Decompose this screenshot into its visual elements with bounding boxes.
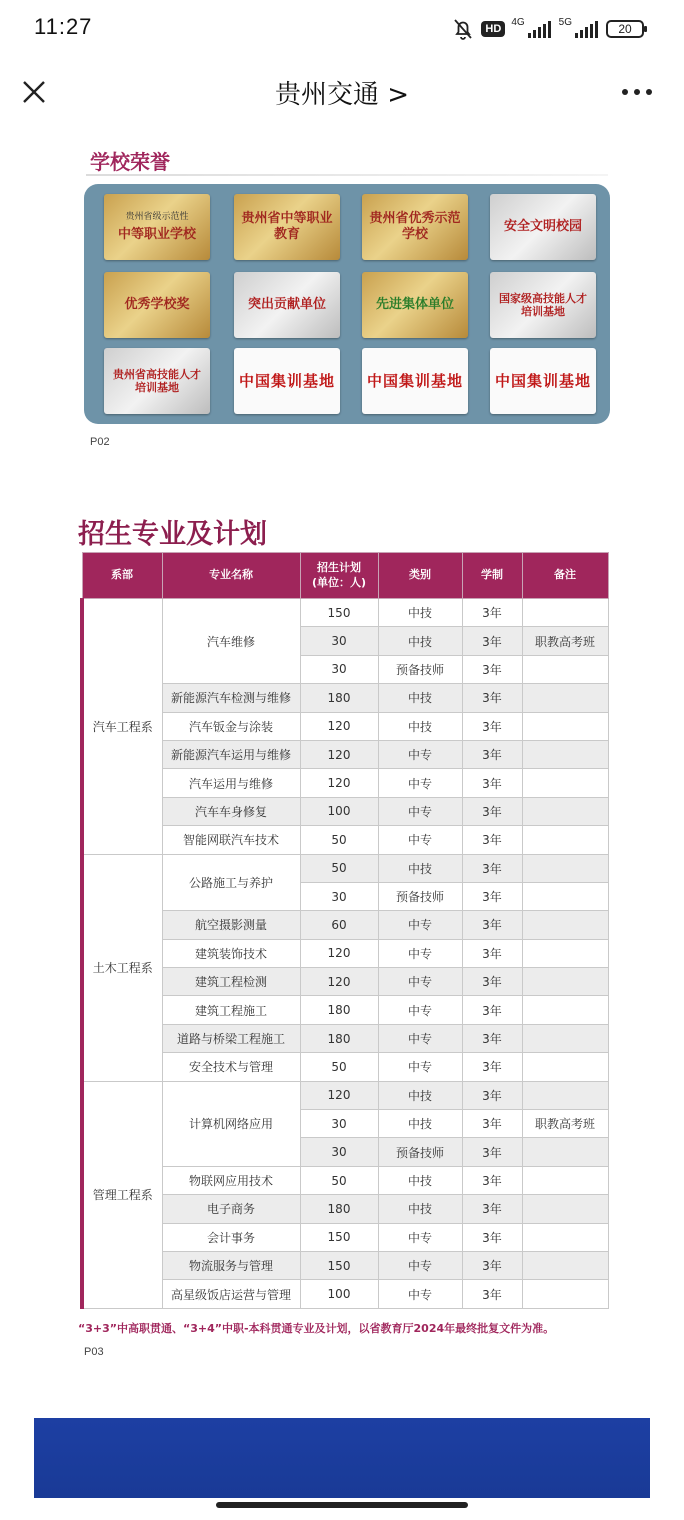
type-cell: 中专	[378, 939, 462, 967]
years-cell: 3年	[462, 826, 522, 854]
network-4g-label: 4G	[511, 16, 525, 28]
more-options-icon[interactable]	[620, 80, 654, 104]
type-cell: 中技	[378, 1081, 462, 1109]
plan-cell: 120	[300, 740, 378, 768]
type-cell: 中技	[378, 1110, 462, 1138]
plan-cell: 120	[300, 712, 378, 740]
years-cell: 3年	[462, 1251, 522, 1279]
major-name-cell: 建筑装饰技术	[162, 939, 300, 967]
type-cell: 中技	[378, 1195, 462, 1223]
plan-cell: 100	[300, 797, 378, 825]
nav-title[interactable]: 贵州交通 >	[274, 80, 410, 110]
years-cell: 3年	[462, 655, 522, 683]
page-number: P02	[90, 436, 110, 448]
plaque-main: 贵州省中等职业教育	[241, 211, 333, 242]
years-cell: 3年	[462, 911, 522, 939]
type-cell: 预备技师	[378, 882, 462, 910]
note-cell	[522, 1053, 608, 1081]
note-cell	[522, 712, 608, 740]
plan-cell: 50	[300, 1053, 378, 1081]
years-cell: 3年	[462, 1166, 522, 1194]
major-name-cell: 新能源汽车检测与维修	[162, 684, 300, 712]
table-row	[82, 1081, 608, 1109]
note-cell	[522, 854, 608, 882]
honor-plaque	[490, 272, 596, 338]
major-name-cell: 新能源汽车运用与维修	[162, 740, 300, 768]
note-cell: 职教高考班	[522, 1110, 608, 1138]
department-cell: 管理工程系	[82, 1081, 162, 1308]
bottom-banner-image	[34, 1418, 650, 1498]
note-cell	[522, 599, 608, 627]
note-cell	[522, 826, 608, 854]
mute-bell-icon	[451, 17, 475, 41]
note-cell	[522, 740, 608, 768]
plan-cell: 150	[300, 1251, 378, 1279]
years-cell: 3年	[462, 1081, 522, 1109]
years-cell: 3年	[462, 854, 522, 882]
honor-plaque	[362, 348, 468, 414]
type-cell: 预备技师	[378, 655, 462, 683]
note-cell	[522, 1138, 608, 1166]
type-cell: 中专	[378, 1053, 462, 1081]
plaque-main: 中国集训基地	[366, 372, 463, 390]
plan-cell: 30	[300, 627, 378, 655]
honor-plaque	[104, 194, 210, 260]
plan-cell: 50	[300, 1166, 378, 1194]
years-cell: 3年	[462, 1053, 522, 1081]
note-cell	[522, 1166, 608, 1194]
table-header-row	[82, 553, 608, 599]
header-text-line: (单位：人)	[311, 575, 367, 589]
plan-cell: 30	[300, 1138, 378, 1166]
type-cell: 中专	[378, 996, 462, 1024]
table-row	[82, 599, 608, 627]
years-cell: 3年	[462, 599, 522, 627]
note-cell	[522, 1223, 608, 1251]
years-cell: 3年	[462, 968, 522, 996]
plan-cell: 180	[300, 996, 378, 1024]
type-cell: 中专	[378, 826, 462, 854]
plaque-main: 安全文明校园	[503, 219, 582, 235]
major-name-cell: 汽车钣金与涂装	[162, 712, 300, 740]
major-name-cell: 电子商务	[162, 1195, 300, 1223]
major-name-cell: 汽车维修	[162, 599, 300, 684]
years-cell: 3年	[462, 627, 522, 655]
note-cell	[522, 1195, 608, 1223]
type-cell: 中技	[378, 712, 462, 740]
plan-cell: 150	[300, 599, 378, 627]
note-cell	[522, 1280, 608, 1308]
honor-plaque	[104, 272, 210, 338]
plan-cell: 30	[300, 882, 378, 910]
years-cell: 3年	[462, 684, 522, 712]
plan-cell: 120	[300, 939, 378, 967]
header-cell: 备注	[522, 553, 608, 599]
note-cell	[522, 684, 608, 712]
type-cell: 中技	[378, 1166, 462, 1194]
major-name-cell: 高星级饭店运营与管理	[162, 1280, 300, 1308]
honor-plaque	[362, 194, 468, 260]
signal-bars-icon	[527, 19, 553, 39]
honor-plaque	[490, 348, 596, 414]
network-5g-label: 5G	[558, 16, 572, 28]
plaque-main: 贵州省优秀示范学校	[369, 211, 461, 242]
major-name-cell: 道路与桥梁工程施工	[162, 1024, 300, 1052]
note-cell	[522, 797, 608, 825]
honor-plaque	[234, 272, 340, 338]
honor-plaque	[234, 348, 340, 414]
note-cell	[522, 1081, 608, 1109]
header-cell: 学制	[462, 553, 522, 599]
footnote: “3+3”中高职贯通、“3+4”中职-本科贯通专业及计划，以省教育厅2024年最终批复文件为准。	[78, 1322, 555, 1335]
hd-badge: HD	[481, 21, 505, 37]
header-cell: 专业名称	[162, 553, 300, 599]
note-cell	[522, 939, 608, 967]
enroll-table	[80, 552, 606, 1309]
honor-plaque	[490, 194, 596, 260]
years-cell: 3年	[462, 1138, 522, 1166]
type-cell: 中专	[378, 769, 462, 797]
status-icons	[451, 14, 644, 44]
header-cell: 系部	[82, 553, 162, 599]
type-cell: 中技	[378, 627, 462, 655]
type-cell: 中专	[378, 740, 462, 768]
type-cell: 预备技师	[378, 1138, 462, 1166]
years-cell: 3年	[462, 1110, 522, 1138]
major-name-cell: 计算机网络应用	[162, 1081, 300, 1166]
years-cell: 3年	[462, 996, 522, 1024]
note-cell	[522, 911, 608, 939]
note-cell	[522, 655, 608, 683]
note-cell	[522, 1024, 608, 1052]
type-cell: 中专	[378, 1280, 462, 1308]
status-time: 11:27	[34, 14, 93, 39]
note-cell	[522, 882, 608, 910]
type-cell: 中技	[378, 854, 462, 882]
honor-image-panel	[84, 184, 610, 424]
plan-cell: 180	[300, 1024, 378, 1052]
type-cell: 中专	[378, 911, 462, 939]
table-row	[82, 854, 608, 882]
major-name-cell: 公路施工与养护	[162, 854, 300, 911]
note-cell	[522, 996, 608, 1024]
years-cell: 3年	[462, 939, 522, 967]
plaque-main: 突出贡献单位	[247, 297, 326, 313]
years-cell: 3年	[462, 712, 522, 740]
years-cell: 3年	[462, 1024, 522, 1052]
plan-cell: 120	[300, 968, 378, 996]
plaque-main: 优秀学校奖	[124, 297, 190, 313]
home-indicator[interactable]	[216, 1502, 468, 1508]
type-cell: 中专	[378, 1251, 462, 1279]
plan-cell: 60	[300, 911, 378, 939]
plan-cell: 30	[300, 1110, 378, 1138]
honor-plaque	[234, 194, 340, 260]
department-cell: 土木工程系	[82, 854, 162, 1081]
note-cell	[522, 968, 608, 996]
major-name-cell: 航空摄影测量	[162, 911, 300, 939]
years-cell: 3年	[462, 797, 522, 825]
type-cell: 中专	[378, 797, 462, 825]
plan-cell: 120	[300, 1081, 378, 1109]
header-text-line: 招生计划	[317, 560, 361, 574]
major-name-cell: 物联网应用技术	[162, 1166, 300, 1194]
type-cell: 中专	[378, 1024, 462, 1052]
plaque-main: 中国集训基地	[238, 372, 335, 390]
plaque-main: 先进集体单位	[375, 297, 454, 313]
type-cell: 中技	[378, 599, 462, 627]
status-bar	[0, 0, 684, 60]
plan-cell: 100	[300, 1280, 378, 1308]
major-name-cell: 汽车运用与维修	[162, 769, 300, 797]
type-cell: 中专	[378, 1223, 462, 1251]
major-name-cell: 智能网联汽车技术	[162, 826, 300, 854]
plan-cell: 150	[300, 1223, 378, 1251]
years-cell: 3年	[462, 769, 522, 797]
major-name-cell: 会计事务	[162, 1223, 300, 1251]
plaque-main: 贵州省高技能人才培训基地	[113, 367, 201, 394]
enroll-section-title: 招生专业及计划	[78, 519, 267, 550]
major-name-cell: 建筑工程检测	[162, 968, 300, 996]
plan-cell: 30	[300, 655, 378, 683]
department-cell: 汽车工程系	[82, 599, 162, 855]
battery-icon: 20	[606, 20, 644, 38]
type-cell: 中技	[378, 684, 462, 712]
years-cell: 3年	[462, 740, 522, 768]
plan-cell: 180	[300, 1195, 378, 1223]
major-name-cell: 汽车车身修复	[162, 797, 300, 825]
plan-cell: 120	[300, 769, 378, 797]
page-number: P03	[84, 1346, 104, 1358]
plaque-main: 国家级高技能人才培训基地	[499, 291, 587, 318]
header-cell: 类别	[378, 553, 462, 599]
note-cell	[522, 1251, 608, 1279]
years-cell: 3年	[462, 1280, 522, 1308]
plaque-sub: 贵州省级示范性	[125, 211, 189, 222]
plaque-main: 中等职业学校	[117, 226, 196, 242]
major-name-cell: 物流服务与管理	[162, 1251, 300, 1279]
honor-plaque	[362, 272, 468, 338]
plan-cell: 180	[300, 684, 378, 712]
major-name-cell: 安全技术与管理	[162, 1053, 300, 1081]
years-cell: 3年	[462, 1195, 522, 1223]
note-cell	[522, 769, 608, 797]
signal-bars-icon	[574, 19, 600, 39]
plan-cell: 50	[300, 826, 378, 854]
honor-section-title: 学校荣誉	[90, 150, 170, 174]
years-cell: 3年	[462, 882, 522, 910]
years-cell: 3年	[462, 1223, 522, 1251]
honor-plaque	[104, 348, 210, 414]
header-cell	[300, 553, 378, 599]
plaque-main: 中国集训基地	[494, 372, 591, 390]
note-cell: 职教高考班	[522, 627, 608, 655]
nav-bar	[0, 60, 684, 124]
plan-cell: 50	[300, 854, 378, 882]
divider	[86, 174, 608, 176]
major-name-cell: 建筑工程施工	[162, 996, 300, 1024]
type-cell: 中专	[378, 968, 462, 996]
